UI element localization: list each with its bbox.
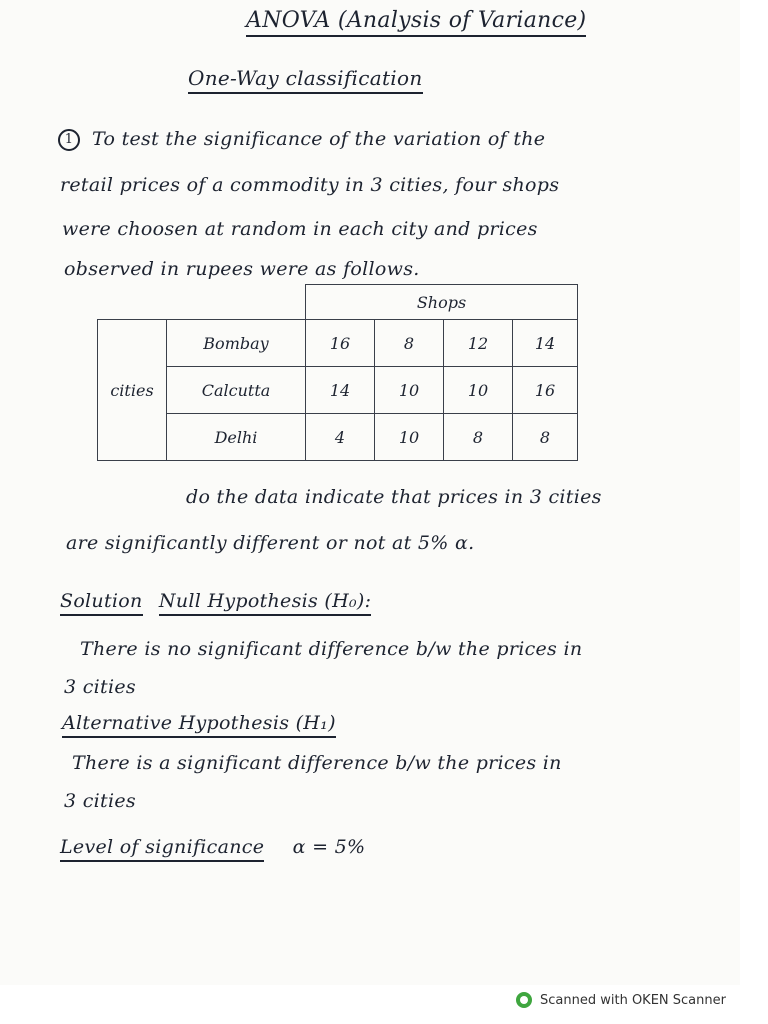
price-cell: 16 bbox=[306, 320, 375, 367]
city-label: Delhi bbox=[167, 414, 306, 461]
scanner-watermark bbox=[516, 992, 726, 1008]
significance-value: α = 5% bbox=[292, 836, 366, 858]
solution-heading bbox=[60, 590, 371, 612]
question-line-2: are significantly different or not at 5% α. bbox=[66, 532, 475, 554]
oken-logo-icon bbox=[516, 992, 532, 1008]
null-line-1: There is no significant difference b/w the prices in bbox=[80, 638, 583, 660]
question-line-1: do the data indicate that prices in 3 cities bbox=[186, 486, 602, 508]
page-subtitle: One-Way classification bbox=[188, 66, 423, 94]
problem-line-1: 1 To test the significance of the variation of the bbox=[58, 128, 545, 151]
row-group-label: cities bbox=[98, 367, 167, 414]
price-cell: 10 bbox=[375, 367, 444, 414]
table-row bbox=[98, 367, 578, 414]
table-row bbox=[98, 320, 578, 367]
significance-line bbox=[60, 836, 365, 858]
null-line-2: 3 cities bbox=[64, 676, 136, 698]
alt-line-2: 3 cities bbox=[64, 790, 136, 812]
solution-label: Solution bbox=[60, 590, 143, 616]
price-cell: 10 bbox=[375, 414, 444, 461]
alt-hypothesis-heading: Alternative Hypothesis (H₁) bbox=[62, 712, 336, 738]
price-cell: 4 bbox=[306, 414, 375, 461]
price-cell: 14 bbox=[513, 320, 578, 367]
table-row bbox=[98, 414, 578, 461]
null-hypothesis-heading: Null Hypothesis (H₀): bbox=[159, 590, 371, 616]
price-cell: 14 bbox=[306, 367, 375, 414]
question-number: 1 bbox=[58, 129, 80, 151]
price-cell: 10 bbox=[444, 367, 513, 414]
page-title: ANOVA (Analysis of Variance) bbox=[246, 8, 586, 37]
price-cell: 8 bbox=[513, 414, 578, 461]
problem-line-3: were choosen at random in each city and prices bbox=[62, 218, 538, 240]
scanner-text: Scanned with OKEN Scanner bbox=[540, 992, 726, 1008]
price-cell: 16 bbox=[513, 367, 578, 414]
price-cell: 8 bbox=[375, 320, 444, 367]
shops-header: Shops bbox=[306, 285, 578, 320]
problem-line-4: observed in rupees were as follows. bbox=[64, 258, 420, 280]
city-label: Bombay bbox=[167, 320, 306, 367]
prices-table bbox=[97, 284, 578, 461]
price-cell: 12 bbox=[444, 320, 513, 367]
price-cell: 8 bbox=[444, 414, 513, 461]
city-label: Calcutta bbox=[167, 367, 306, 414]
problem-line-2: retail prices of a commodity in 3 cities, four shops bbox=[60, 174, 560, 196]
significance-label: Level of significance bbox=[60, 836, 264, 862]
alt-line-1: There is a significant difference b/w the prices in bbox=[72, 752, 562, 774]
